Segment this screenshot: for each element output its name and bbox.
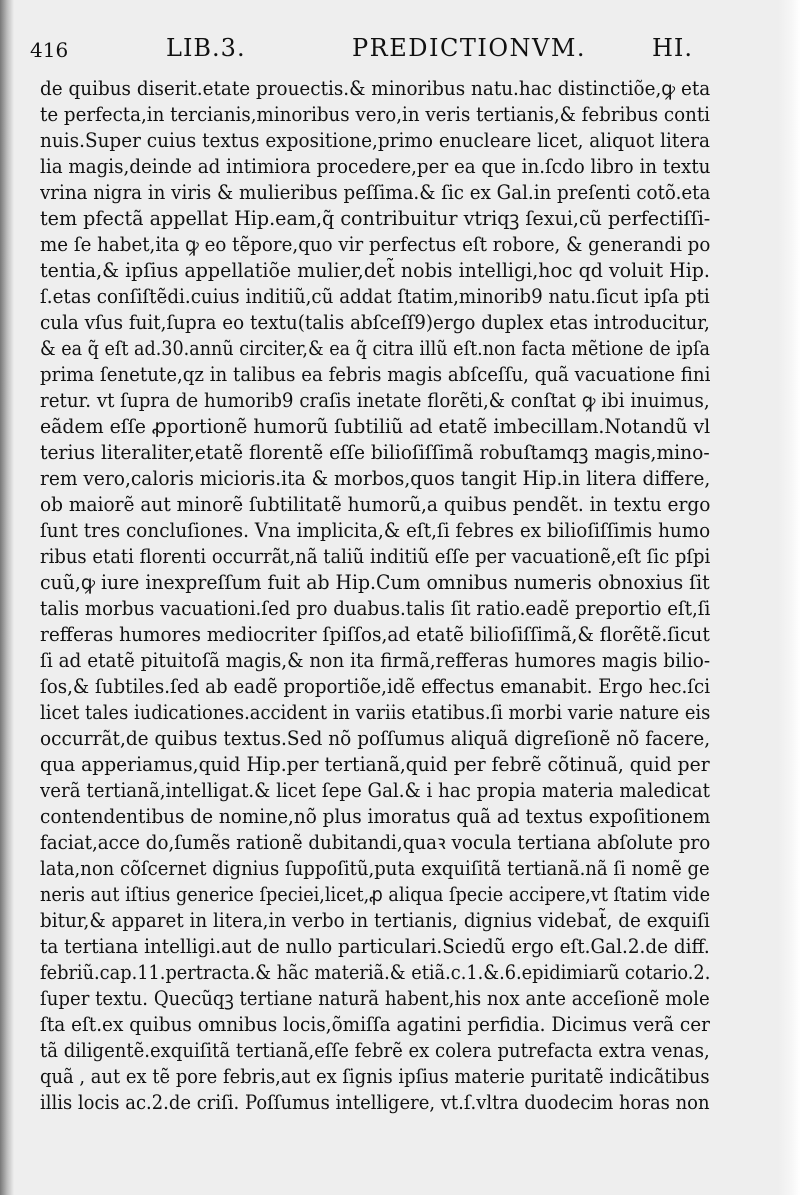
text-line: ob maiorẽ aut minorẽ ſubtilitatẽ humorũ,a quibus pendẽt. in textu ergo [40, 493, 710, 516]
section-label: HI. [652, 34, 694, 62]
text-line: contendentibus de nomine,nõ plus imoratus quã ad textus expoſitionem [40, 805, 710, 828]
text-line: te perfecta,in tercianis,minoribus vero,in veris tertianis,& febribus conti [40, 103, 710, 126]
page-edge [778, 0, 800, 1195]
text-line: ſta eſt.ex quibus omnibus locis,õmiſſa agatini perfidia. Dicimus verã cer [40, 1013, 710, 1036]
text-line: ſ.etas conſiſtẽdi.cuius inditiũ,cũ addat ſtatim,minorib9 natu.ſicut ipſa pti [40, 285, 710, 308]
text-line: verã tertianã,intelligat.& licet ſepe Gal.& i hac propia materia maledicat [40, 779, 710, 802]
text-line: febriũ.cap.11.pertracta.& hãc materiã.& etiã.c.1.&.6.epidimiarũ cotario.2. [40, 961, 710, 984]
text-line: refferas humores mediocriter ſpiſſos,ad etatẽ bilioſiſſimã,& florẽtẽ.ſicut [40, 623, 710, 646]
text-line: ribus etati florenti occurrãt,nã taliũ inditiũ eſſe per vacuationẽ,eſt ſic pſpi [40, 545, 710, 568]
page-number: 416 [30, 38, 69, 62]
text-line: vrina nigra in viris & mulieribus peſſima.& ſic ex Gal.in preſenti cotõ.eta [40, 181, 710, 204]
text-line: talis morbus vacuationi.ſed pro duabus.talis ſit ratio.eadẽ preportio eſt,ſi [40, 597, 710, 620]
text-line: occurrãt,de quibus textus.Sed nõ poſſumus aliquã digreſionẽ nõ facere, [40, 727, 710, 750]
text-line: qua apperiamus,quid Hip.per tertianã,quid per febrẽ cõtinuã, quid per [40, 753, 710, 776]
text-line: tem pfectã appellat Hip.eam,q̃ contribuitur vtriqꝫ ſexui,cũ perfectiſſi- [40, 207, 710, 230]
text-line: quã , aut ex tẽ pore febris,aut ex ſignis ipſius materie puritatẽ indicãtibus [40, 1065, 710, 1088]
text-line: faciat,acce do,ſumẽs rationẽ dubitandi,quaꝛ vocula tertiana abſolute pro [40, 831, 710, 854]
text-line: rem vero,caloris micioris.ita & morbos,quos tangit Hip.in litera differe, [40, 467, 710, 490]
text-line: eãdem eſſe ꝓportionẽ humorũ ſubtiliũ ad etatẽ imbecillam.Notandũ vl [40, 415, 710, 438]
text-line: illis locis ac.2.de criſi. Poſſumus intelligere, vt.ſ.vltra duodecim horas non [40, 1091, 710, 1114]
text-line: bitur,& apparet in litera,in verbo in tertianis, dignius videbat̃, de exquiſi [40, 909, 710, 932]
page-gutter-shadow [0, 0, 14, 1195]
body-text [40, 76, 710, 1116]
text-line: lia magis,deinde ad intimiora procedere,per ea que in.ſcdo libro in textu [40, 155, 710, 178]
text-line: cuũ,ꝙ iure inexpreſſum fuit ab Hip.Cum omnibus numeris obnoxius ſit [40, 571, 710, 594]
text-line: ſi ad etatẽ pituitoſã magis,& non ita firmã,refferas humores magis bilio- [40, 649, 710, 672]
text-line: ſos,& ſubtiles.ſed ab eadẽ proportiõe,idẽ effectus emanabit. Ergo hec.ſci [40, 675, 710, 698]
text-line: cula vſus fuit,ſupra eo textu(talis abſceſſ9)ergo duplex etas introducitur, [40, 311, 710, 334]
text-line: me ſe habet,ita ꝙ eo tẽpore,quo vir perfectus eſt robore, & generandi po [40, 233, 710, 256]
book-label: LIB.3. [166, 34, 246, 62]
running-header [30, 30, 730, 70]
text-line: de quibus diserit.etate prouectis.& minoribus natu.hac distinctiõe,ꝙ eta [40, 77, 710, 100]
text-line: nuis.Super cuius textus expositione,primo enucleare licet, aliquot litera [40, 129, 710, 152]
text-line: tã diligentẽ.exquiſitã tertianã,eſſe febrẽ ex colera putrefacta extra venas, [40, 1039, 710, 1062]
running-title: PREDICTIONVM. [352, 34, 587, 62]
text-line: terius literaliter,etatẽ florentẽ eſſe bilioſiſſimã robuſtamqꝫ magis,mino- [40, 441, 710, 464]
text-line: lata,non cõſcernet dignius ſuppoſitũ,puta exquiſitã tertianã.nã ſi nomẽ ge [40, 857, 710, 880]
text-line: ta tertiana intelligi.aut de nullo particulari.Sciedũ ergo eſt.Gal.2.de diff. [40, 935, 710, 958]
text-line: licet tales iudicationes.accident in variis etatibus.ſi morbi varie nature eis [40, 701, 710, 724]
text-line: tentia,& ipſius appellatiõe mulier,det̃ nobis intelligi,hoc qd voluit Hip. [40, 259, 710, 282]
text-line: ſunt tres concluſiones. Vna implicita,& eſt,ſi febres ex bilioſiſſimis humo [40, 519, 710, 542]
text-line: ſuper textu. Quecũqꝫ tertiane naturã habent,his nox ante acceſionẽ mole [40, 987, 710, 1010]
text-line: neris aut iſtius generice ſpeciei,licet,ꝓ aliqua ſpecie accipere,vt ſtatim vide [40, 883, 710, 906]
text-line: & ea q̃ eſt ad.30.annũ circiter,& ea q̃ citra illũ eſt.non facta mẽtione de ipſa [40, 337, 710, 360]
text-line: retur. vt ſupra de humorib9 craſis inetate florẽti,& conſtat ꝙ ibi inuimus, [40, 389, 710, 412]
text-line: prima ſenetute,qz in talibus ea febris magis abſceſſu, quã vacuatione fini [40, 363, 710, 386]
